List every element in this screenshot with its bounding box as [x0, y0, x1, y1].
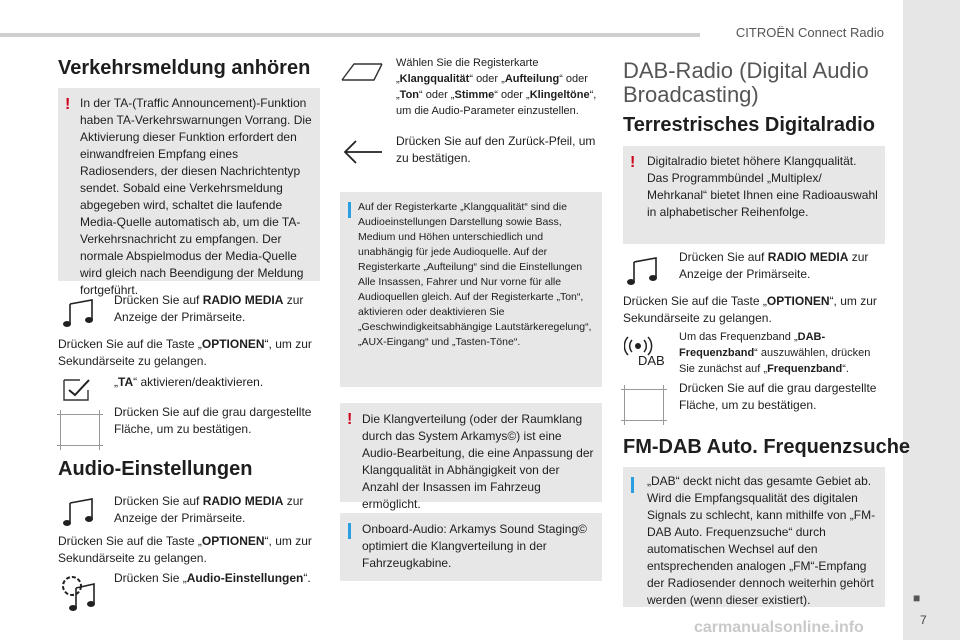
warning-box-dab	[623, 146, 885, 244]
page-number: 7	[920, 613, 927, 627]
running-title: CITROËN Connect Radio	[735, 25, 884, 40]
step-confirm-1: Drücken Sie auf die grau dargestellte Fläche, um zu bestätigen.	[114, 405, 312, 436]
grey-area-icon	[624, 385, 664, 425]
info-text-fm-dab: „DAB“ deckt nicht das gesamte Gebiet ab. Wird die Empfangsqualität des digitalen Signals zu schlecht, kann mithilfe von „FM-DAB Auto. Frequenzsuche“ durch automatischen Wechsel auf den entsprechenden analogen „FM“-Empfang der Radiosender dennoch weiterhin gehört werden (wenn dieser existiert).	[647, 474, 876, 607]
page-sidebar	[903, 0, 960, 640]
music-note-icon	[62, 298, 98, 328]
warning-text-arkamys: Die Klangverteilung (oder der Raumklang durch das System Arkamys©) ist eine Audio-Bearbeitung, die eine Anpassung der Klangqualität in Abhängigkeit von der Anzahl der Insassen im Fahrzeug ermöglicht.	[362, 412, 594, 511]
warning-text-ta: In der TA-(Traffic Announcement)-Funktion haben TA-Verkehrswarnungen Vorrang. Die Aktivierung dieser Funktion erfordert den einwandfreien Empfang eines Radiosenders, der diesen Nachrichtentyp sendet. Sobald eine Verkehrsmeldung abgegeben wird, schaltet die laufende Media-Quelle automatisch ab, um die TA-Verkehrsnachricht zu empfangen. Der normale Abspielmodus der Media-Quelle wird gleich nach Beendigung der Meldung fortgeführt.	[80, 96, 312, 297]
step-radio-media-1: Drücken Sie auf RADIO MEDIA zur Anzeige der Primärseite.	[114, 293, 304, 324]
info-text-onboard: Onboard-Audio: Arkamys Sound Staging© optimiert die Klangverteilung in der Fahrzeugkabine.	[362, 522, 587, 570]
dab-icon-label: DAB	[638, 353, 665, 368]
info-box-onboard	[340, 513, 602, 581]
warning-box-arkamys	[340, 403, 602, 511]
step-ta-toggle: „TA“ aktivieren/deaktivieren.	[114, 375, 264, 389]
step-options-3: Drücken Sie auf die Taste „OPTIONEN“, um zur Sekundärseite zu gelangen.	[623, 294, 877, 325]
step-options-1: Drücken Sie auf die Taste „OPTIONEN“, um zur Sekundärseite zu gelangen.	[58, 337, 312, 368]
checkbox-icon	[62, 376, 92, 402]
warning-icon: !	[630, 154, 636, 171]
step-audio-settings: Drücken Sie „Audio-Einstellungen“.	[114, 571, 311, 585]
tab-icon	[340, 62, 384, 82]
grey-area-icon	[60, 410, 100, 450]
info-box-tabs	[340, 192, 602, 387]
section-title-dab: DAB-Radio (Digital Audio Broadcasting)	[623, 58, 869, 107]
step-options-2: Drücken Sie auf die Taste „OPTIONEN“, um zur Sekundärseite zu gelangen.	[58, 534, 312, 565]
header-bar	[0, 0, 960, 40]
step-back-confirm: Drücken Sie auf den Zurück-Pfeil, um zu bestätigen.	[396, 134, 596, 165]
dab-icon	[624, 336, 668, 370]
step-select-tab: Wählen Sie die Registerkarte „Klangqualität“ oder „Aufteilung“ oder „Ton“ oder „Stimme“ oder „Klingeltöne“, um die Audio-Parameter einzustellen.	[396, 57, 597, 117]
info-icon	[348, 523, 351, 539]
info-icon	[348, 202, 351, 218]
warning-box-ta	[58, 88, 320, 297]
watermark-logo: carmanualsonline.info	[694, 619, 864, 636]
section-title-audio: Audio-Einstellungen	[58, 458, 253, 480]
step-confirm-3: Drücken Sie auf die grau dargestellte Fläche, um zu bestätigen.	[679, 381, 877, 412]
music-note-icon	[62, 497, 98, 527]
info-box-fm-dab	[623, 467, 885, 607]
step-dab-band: Um das Frequenzband „DAB-Frequenzband“ auszuwählen, drücken Sie zunächst auf „Frequenzband“.	[679, 331, 871, 375]
section-title-traffic: Verkehrsmeldung anhören	[58, 57, 311, 79]
back-arrow-icon	[342, 138, 384, 166]
section-title-terrestrial: Terrestrisches Digitalradio	[623, 114, 875, 136]
music-note-icon	[626, 256, 662, 286]
warning-text-dab: Digitalradio bietet höhere Klangqualität. Das Programmbündel „Multiplex/ Mehrkanal“ bietet Ihnen eine Radioauswahl in alphabetischer Reihenfolge.	[647, 154, 878, 219]
info-text-tabs: Auf der Registerkarte „Klangqualität“ sind die Audioeinstellungen Darstellung sowie Bass, Medium und Höhen unterschiedlich und unabhängig für jede Audioquelle. Auf der Registerkarte „Aufteilung“ sind die Einstellungen Alle Insassen, Fahrer und Nur vorne für alle Audioquellen gleich. Auf der Registerkarte „Ton“, aktivieren oder deaktivieren Sie „Geschwindigkeitsabhängige Lautstärkeregelung“, „AUX-Eingang“ und „Tasten-Töne“.	[358, 201, 592, 348]
step-radio-media-3: Drücken Sie auf RADIO MEDIA zur Anzeige der Primärseite.	[679, 250, 869, 281]
section-marker: ■	[913, 591, 921, 605]
info-icon	[631, 477, 634, 493]
section-title-fm-dab: FM-DAB Auto. Frequenzsuche	[623, 436, 911, 458]
audio-settings-icon	[58, 572, 100, 612]
warning-icon: !	[65, 96, 71, 113]
header-rule	[0, 33, 700, 37]
step-radio-media-2: Drücken Sie auf RADIO MEDIA zur Anzeige der Primärseite.	[114, 494, 304, 525]
warning-icon: !	[347, 411, 353, 428]
